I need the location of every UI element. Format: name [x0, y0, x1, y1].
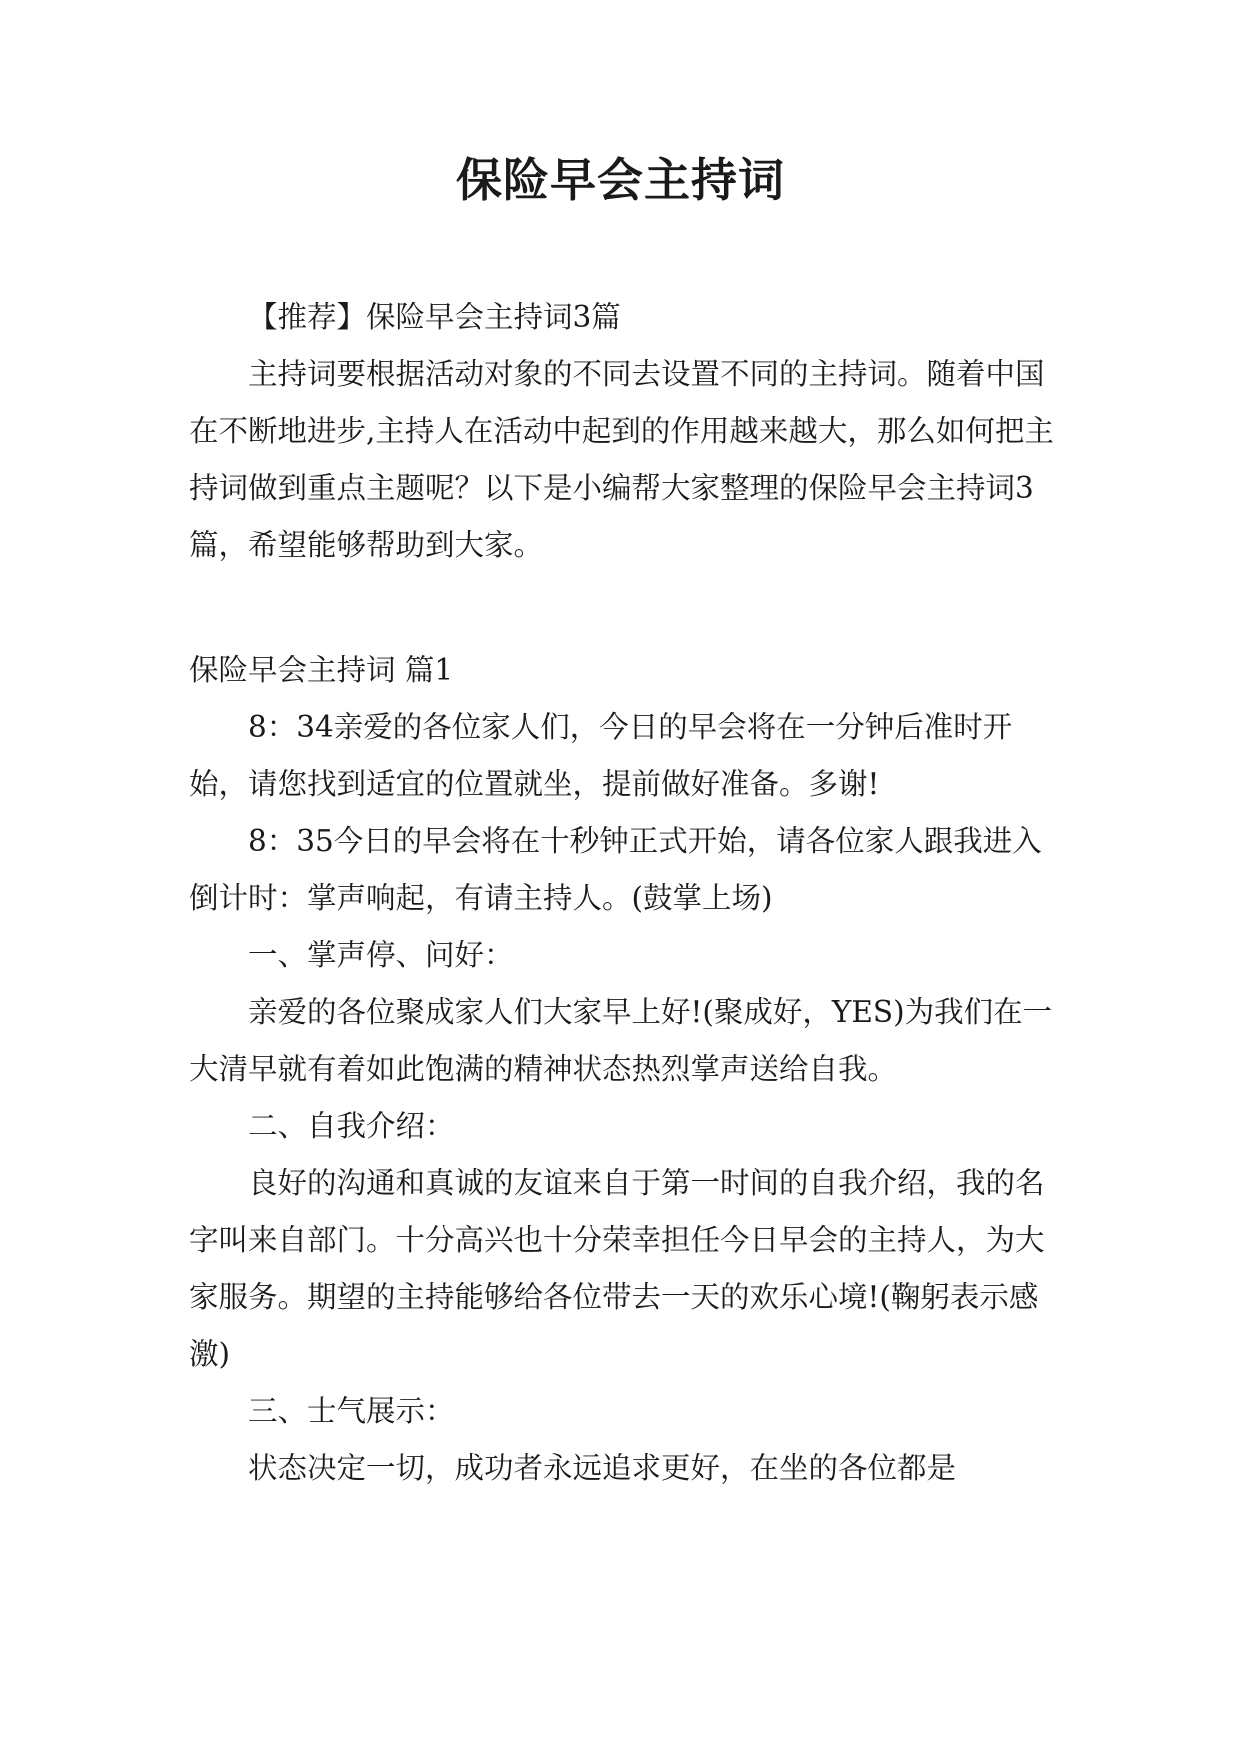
paragraph-2: 8：35今日的早会将在十秒钟正式开始，请各位家人跟我进入倒计时：掌声响起，有请主持人。(鼓掌上场) — [189, 824, 1042, 915]
document-title: 保险早会主持词 — [456, 153, 785, 207]
document-body — [189, 289, 1055, 1497]
heading-morale: 三、士气展示： — [248, 1394, 455, 1428]
section-heading: 保险早会主持词 篇1 — [189, 653, 454, 687]
heading-greeting: 一、掌声停、问好： — [248, 938, 514, 972]
paragraph-1: 8：34亲爱的各位家人们，今日的早会将在一分钟后准时开始，请您找到适宜的位置就坐，提前做好准备。多谢! — [189, 710, 1013, 801]
paragraph-3: 亲爱的各位聚成家人们大家早上好!(聚成好，YES)为我们在一大清早就有着如此饱满的精神状态热烈掌声送给自我。 — [189, 995, 1053, 1086]
intro-paragraph: 主持词要根据活动对象的不同去设置不同的主持词。随着中国在不断地进步,主持人在活动中起到的作用越来越大，那么如何把主持词做到重点主题呢？以下是小编帮大家整理的保险早会主持词3篇，希望能够帮助到大家。 — [189, 357, 1054, 562]
paragraph-4: 良好的沟通和真诚的友谊来自于第一时间的自我介绍，我的名字叫来自部门。十分高兴也十分荣幸担任今日早会的主持人，为大家服务。期望的主持能够给各位带去一天的欢乐心境!(鞠躬表示感激) — [189, 1166, 1045, 1371]
paragraph-5: 状态决定一切，成功者永远追求更好，在坐的各位都是 — [248, 1451, 957, 1485]
heading-self-intro: 二、自我介绍： — [248, 1109, 455, 1143]
paragraph-gap — [189, 574, 1055, 642]
recommend-line: 【推荐】保险早会主持词3篇 — [248, 300, 621, 334]
